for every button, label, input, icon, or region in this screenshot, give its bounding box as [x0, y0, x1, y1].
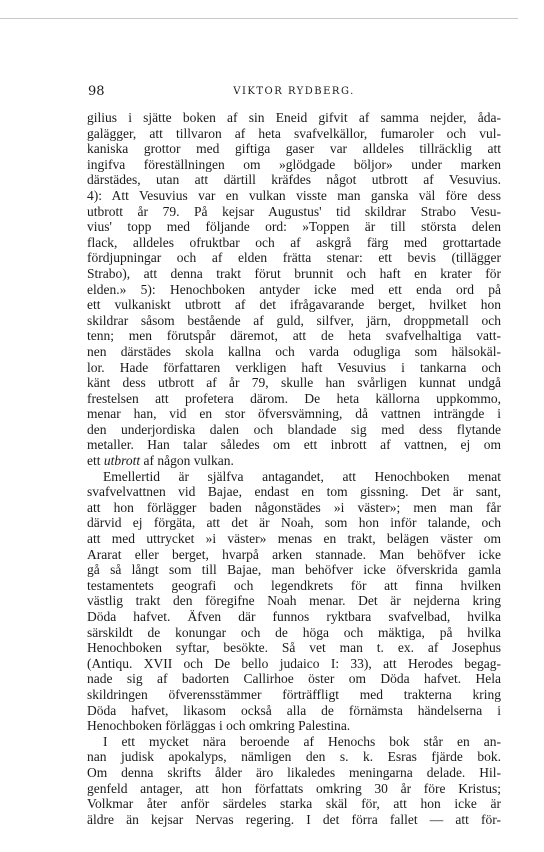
text-line: (Antiqu. XVII och De bello judaico I: 33), att Herodes begag- [87, 655, 501, 671]
text-line: nade sig af badorten Callirhoe öster om Döda hafvet. Hela [87, 671, 501, 687]
text-line: Döda hafvet. Äfven där funnos ryktbara svafvelbad, hvilka [87, 609, 501, 624]
text-line: 4): Att Vesuvius var en vulkan visste man ganska väl före dess [87, 187, 501, 203]
text-line: ett vulkaniskt utbrott af det ifrågavarande berget, hvilket hon [87, 297, 501, 313]
text-line: flack, alldeles ofruktbar och af askgrå färg med grottartade [87, 234, 501, 250]
text-line: Emellertid är själfva antagandet, att Henochboken menat [103, 468, 501, 484]
text-line: den underjordiska dalen och blandade sig med dess flytande [87, 421, 501, 437]
text-line: gå så långt som till Bajae, man behöfver icke öfverskrida gamla [87, 562, 501, 578]
paragraph [87, 734, 501, 828]
text-line: metaller. Han talar således om ett inbrott af vattnen, ej om [87, 437, 501, 453]
text-line: lor. Hade författaren verkligen haft Vesuvius i tankarna och [87, 359, 501, 375]
text-line: äldre än kejsar Nervas regering. I det förra fallet — att för- [87, 811, 501, 827]
text-line: särskildt de konungar och de höga och mäktiga, på hvilka [87, 624, 501, 640]
body-text [87, 110, 501, 827]
text-line: skildrar såsom bestående af guld, silfver, järn, droppmetall och [87, 312, 501, 328]
text-line: Henochboken syftar, besökte. Så vet man t. ex. af Josephus [87, 640, 501, 656]
paragraph [87, 469, 501, 734]
text-line: Strabo), att denna trakt förut brunnit och haft en krater för [87, 265, 501, 281]
text-line: testamentets geografi och legendkrets för att finna hvilken [87, 577, 501, 593]
text-line: gilius i sjätte boken af sin Eneid gifvit af samma nejder, åda- [87, 110, 501, 125]
top-rule [0, 18, 518, 19]
text-line: frestelsen att profetera därom. De heta källorna uppkommo, [87, 390, 501, 406]
text-line: galägger, att tillvaron af heta svafvelkällor, fumaroler och vul- [87, 125, 501, 141]
text-line: Om denna skrifts ålder äro likaledes meningarna delade. Hil- [87, 764, 501, 780]
text-line: I ett mycket nära beroende af Henochs bok står en an- [103, 733, 501, 749]
text-line: vius' topp med följande ord: »Toppen är till största delen [87, 219, 501, 235]
text-line: Volkmar åter anför särdeles starka skäl för, att hon icke är [87, 796, 501, 812]
running-head: VIKTOR RYDBERG. [233, 86, 355, 97]
text-line: utbrott år 79. På kejsar Augustus' tid skildrar Strabo Vesu- [87, 203, 501, 219]
text-line: tenn; men förutspår däremot, att de heta svafvelhaltiga vatt- [87, 328, 501, 344]
text-line: menar han, vid en stor öfversvämning, då vattnen inträngde i [87, 406, 501, 422]
text-line: Ararat eller berget, hvarpå arken stannade. Man behöfver icke [87, 546, 501, 562]
text-line: ett utbrott af någon vulkan. [87, 453, 234, 469]
page-number: 98 [88, 84, 105, 99]
text-line: genfeld antager, att hon författats omkring 30 år före Kristus; [87, 780, 501, 796]
text-line: att hon förlägger baden någonstädes »i väster»; men man får [87, 499, 501, 515]
page-header [88, 84, 500, 100]
text-line: därvid ej förgäta, att det är Noah, som hon inför talande, och [87, 515, 501, 531]
text-line: Henochboken förläggas i och omkring Palestina. [87, 718, 351, 734]
text-line: skildringen öfverensstämmer förträffligt med trakterna kring [87, 686, 501, 702]
text-line: västlig trakt den föregifne Noah menar. Det är nejderna kring [87, 593, 501, 609]
text-line: nen därstädes skola kallna och varda odugliga som hälsokäl- [87, 343, 501, 359]
text-line: fördjupningar och af elden frätta stenar: ett bevis (tillägger [87, 250, 501, 266]
text-line: elden.» 5): Henochboken antyder icke med ett enda ord på [87, 281, 501, 297]
text-line: nan judisk apokalyps, nämligen den s. k. Esras fjärde bok. [87, 749, 501, 765]
text-line: Döda hafvet, likasom också alla de förnämsta händelserna i [87, 702, 501, 718]
text-line: känt dess utbrott af år 79, skulle han svårligen kunnat undgå [87, 375, 501, 391]
text-line: därstädes, utan att därtill kräfdes något utbrott af Vesuvius. [87, 172, 501, 188]
text-line: kaniska grottor med giftiga gaser var alldeles tillräcklig att [87, 141, 501, 157]
paragraph [87, 110, 501, 469]
text-line: ingifva föreställningen om »glödgade böljor» under marken [87, 156, 501, 172]
text-line: att med uttrycket »i väster» menas en trakt, belägen väster om [87, 531, 501, 547]
text-line: svafvelvattnen vid Bajae, endast en tom gissning. Det är sant, [87, 484, 501, 500]
